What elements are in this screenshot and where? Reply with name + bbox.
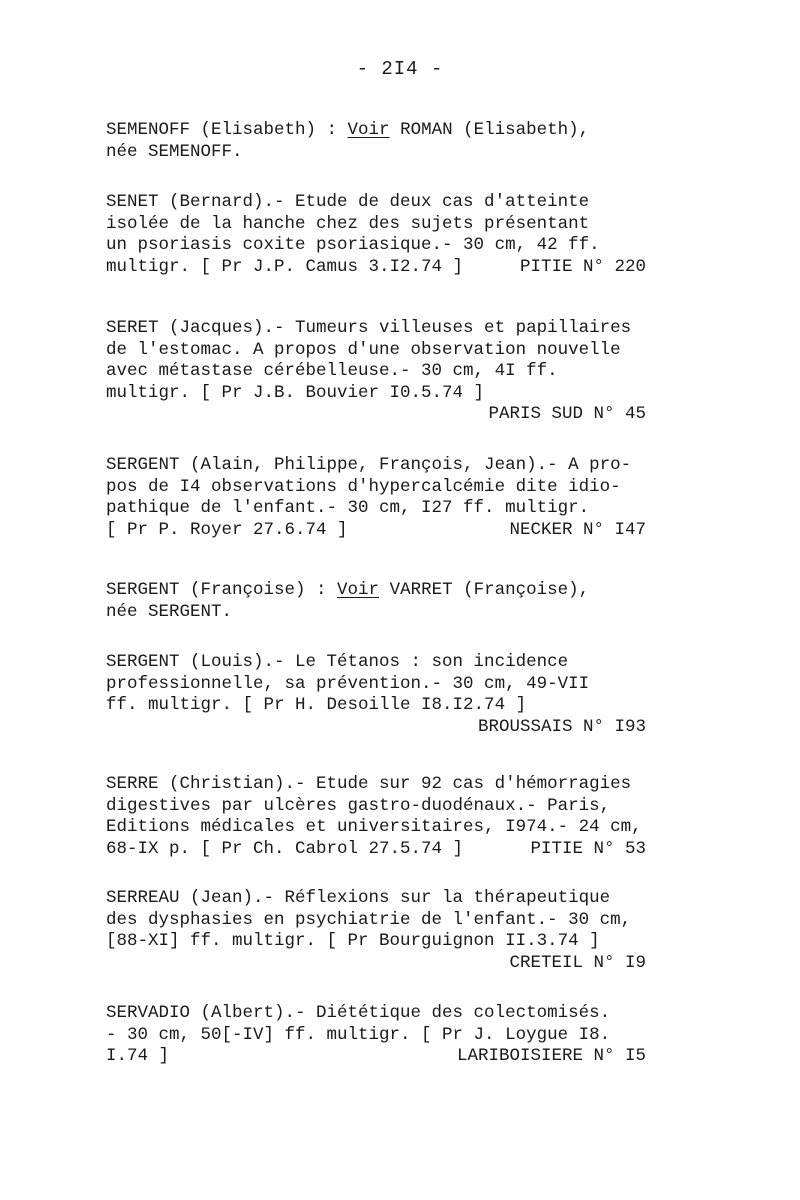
entry-text: des dysphasies en psychiatrie de l'enfant.- 30 cm, [106,909,632,930]
entry-line [106,695,646,717]
entry-line [106,1025,646,1047]
entry-text: pos de I4 observations d'hypercalcémie dite idio- [106,476,621,497]
entry-line [106,404,646,426]
entry-text: un psoriasis coxite psoriasique.- 30 cm, 42 ff. [106,235,600,256]
entry-text: Editions médicales et universitaires, I974.- 24 cm, [106,817,642,838]
entry-line [106,817,646,839]
entry-text: [ Pr P. Royer 27.6.74 ] [106,519,348,540]
entry-line [106,235,646,257]
entry-text: 68-IX p. [ Pr Ch. Cabrol 27.5.74 ] [106,838,464,859]
entry-text: SERGENT (Françoise) : [106,580,338,600]
entry-line [106,361,646,383]
catalog-entry [106,888,646,974]
entry-line [106,318,646,340]
entry-line [106,910,646,932]
entry-text: multigr. [ Pr J.P. Camus 3.I2.74 ] [106,256,464,277]
entry-text: née SEMENOFF. [106,141,243,162]
library-shelfmark: BROUSSAIS N° I93 [477,716,646,737]
entry-line [106,774,646,796]
see-reference-link: Voir [347,120,390,140]
catalog-entry [106,192,646,278]
entry-text: isolée de la hanche chez des sujets présentant [106,213,590,234]
entry-line [106,192,646,214]
entry-text: ROMAN (Elisabeth), [389,120,590,140]
entry-text: SERREAU (Jean).- Réflexions sur la thérapeutique [106,888,611,908]
catalog-entry [106,652,646,738]
catalog-entry [106,455,646,541]
entry-line [106,602,646,624]
entry-text: - 30 cm, 50[-IV] ff. multigr. [ Pr J. Loygue I8. [106,1024,611,1045]
entry-text: ff. multigr. [ Pr H. Desoille I8.I2.74 ] [106,695,527,716]
catalog-entry [106,774,646,860]
library-shelfmark: NECKER N° I47 [509,519,646,540]
library-shelfmark: PARIS SUD N° 45 [488,404,646,425]
entry-line [106,340,646,362]
see-reference-link: Voir [337,580,380,600]
entry-line [106,839,646,861]
library-shelfmark: CRETEIL N° I9 [509,952,646,973]
entry-text: SERET (Jacques).- Tumeurs villeuses et papillaires [106,318,632,338]
library-shelfmark: LARIBOISIERE N° I5 [456,1046,646,1067]
entry-line [106,796,646,818]
entry-line [106,717,646,739]
entry-line [106,214,646,236]
entry-text: multigr. [ Pr J.B. Bouvier I0.5.74 ] [106,382,485,403]
entry-text: professionnelle, sa prévention.- 30 cm, 49-VII [106,673,590,694]
entry-text: pathique de l'enfant.- 30 cm, I27 ff. multigr. [106,498,590,519]
entry-text: SEMENOFF (Elisabeth) : [106,120,348,140]
entry-line [106,142,646,164]
entry-text: [88-XI] ff. multigr. [ Pr Bourguignon II.3.74 ] [106,931,600,952]
entry-line [106,383,646,405]
entry-line [106,931,646,953]
entry-line [106,520,646,542]
catalog-entry [106,1003,646,1068]
entry-line [106,888,646,910]
catalog-entry [106,120,646,163]
entry-line [106,1003,646,1025]
catalog-entry [106,318,646,426]
page-number: - 2I4 - [356,58,444,80]
entry-text: I.74 ] [106,1046,170,1067]
entry-line [106,498,646,520]
entry-line [106,953,646,975]
library-shelfmark: PITIE N° 220 [519,256,646,277]
entry-text: SERRE (Christian).- Etude sur 92 cas d'hémorragies [106,774,632,794]
entry-line [106,652,646,674]
entry-text: avec métastase cérébelleuse.- 30 cm, 4I ff. [106,361,558,382]
entry-text: SERGENT (Louis).- Le Tétanos : son incidence [106,652,569,672]
entry-line [106,1046,646,1068]
entry-text: SENET (Bernard).- Etude de deux cas d'atteinte [106,192,590,212]
entry-text: VARRET (Françoise), [379,580,590,600]
entry-text: digestives par ulcères gastro-duodénaux.- Paris, [106,795,611,816]
entry-line [106,120,646,142]
entry-text: SERVADIO (Albert).- Diététique des colectomisés. [106,1003,611,1023]
catalog-entry [106,580,646,623]
entry-line [106,674,646,696]
entry-text: de l'estomac. A propos d'une observation nouvelle [106,339,621,360]
library-shelfmark: PITIE N° 53 [530,838,646,859]
entry-line [106,477,646,499]
entry-line [106,580,646,602]
entry-line [106,455,646,477]
entry-line [106,257,646,279]
entry-text: SERGENT (Alain, Philippe, François, Jean).- A pro- [106,455,632,475]
entry-text: née SERGENT. [106,601,233,622]
